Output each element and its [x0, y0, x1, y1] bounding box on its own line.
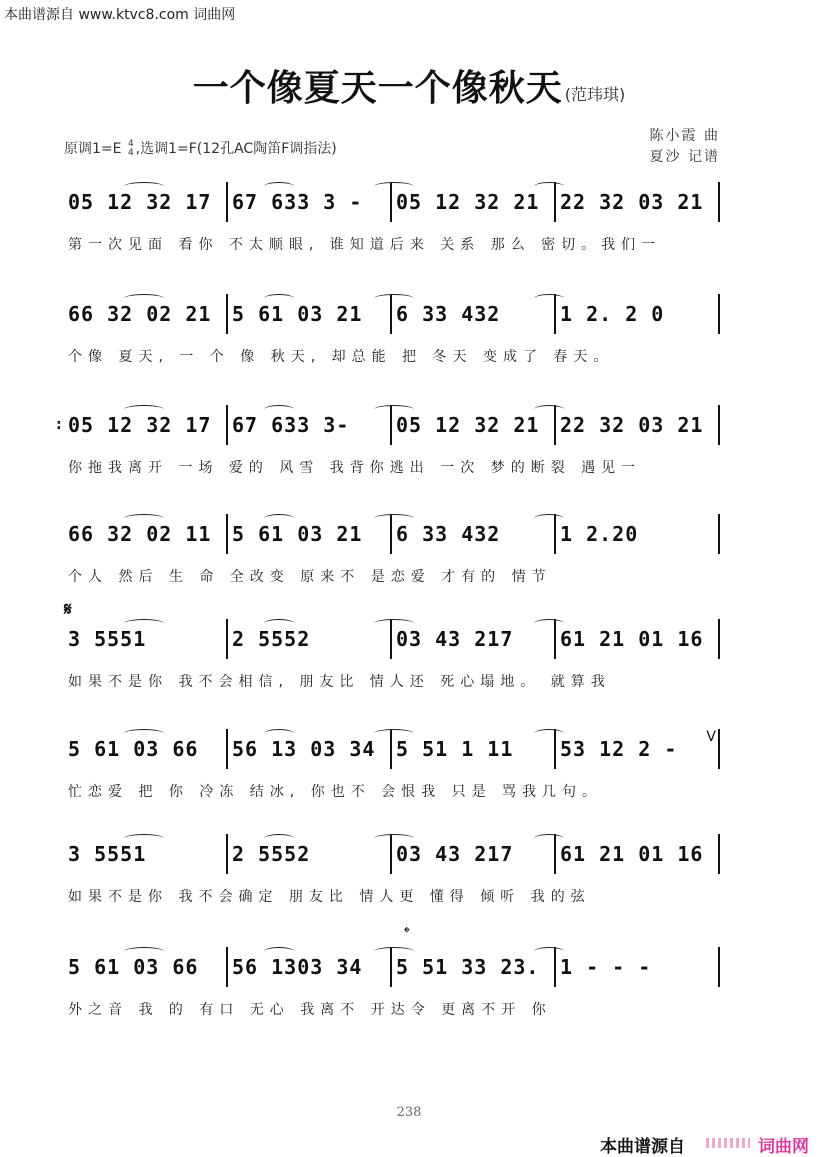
page-number: 238 — [396, 1105, 422, 1120]
slur — [374, 294, 414, 303]
key-info — [64, 138, 337, 158]
measure: 1 2.20 — [560, 522, 639, 546]
lyrics-line: 你拖我离开 一场 爱的 风雪 我背你逃出 一次 梦的断裂 遇见一 — [68, 460, 642, 476]
slur — [124, 947, 164, 956]
measure: 5 51 1 11 — [396, 737, 514, 761]
slur — [534, 182, 564, 191]
measure: 1 2. 2 0 — [560, 302, 665, 326]
score-system — [64, 180, 720, 254]
measure: 05 12 32 21 — [396, 190, 540, 214]
lyrics-line: 如果不是你 我不会相信, 朋友比 情人还 死心塌地。 就算我 — [68, 674, 611, 690]
slur — [374, 405, 414, 414]
key-prefix: 原调1=E — [64, 141, 122, 157]
measure: 2 5552 — [232, 627, 311, 651]
slur — [264, 619, 294, 628]
slur — [124, 294, 164, 303]
measure: 3 5551 — [68, 627, 147, 651]
measure: 05 12 32 17 — [68, 413, 212, 437]
slur — [264, 294, 294, 303]
slur — [264, 947, 294, 956]
measure: 5 61 03 66 — [68, 955, 199, 979]
slur — [534, 514, 564, 523]
score-system — [64, 727, 720, 801]
slur — [124, 182, 164, 191]
measure: 61 21 01 16 — [560, 842, 704, 866]
singer: (范玮琪) — [564, 85, 626, 104]
measure: 66 32 02 11 — [68, 522, 212, 546]
slur — [124, 834, 164, 843]
score-system — [64, 599, 720, 691]
footer-right: 词曲网 — [758, 1137, 809, 1157]
slur — [124, 405, 164, 414]
composer: 陈小霞 曲 — [649, 128, 720, 144]
segno-mark: 𝄋 — [64, 599, 72, 620]
barline — [718, 294, 720, 334]
slur — [124, 729, 164, 738]
lyrics-line: 如果不是你 我不会确定 朋友比 情人更 懂得 倾听 我的弦 — [68, 889, 591, 905]
coda-mark: 𝄌 — [404, 923, 410, 942]
time-top: 4 — [127, 139, 134, 149]
lyrics-line: 个人 然后 生 命 全改变 原来不 是恋爱 才有的 情节 — [68, 569, 552, 585]
measure: 56 13 03 34 — [232, 737, 376, 761]
barline — [718, 182, 720, 222]
measure: 67 633 3- — [232, 413, 350, 437]
repeat-sign: : — [56, 417, 62, 433]
slur — [534, 834, 564, 843]
measure: 6 33 432 — [396, 522, 501, 546]
measure: 5 61 03 21 — [232, 522, 363, 546]
song-title: 一个像夏天一个像秋天 — [192, 67, 563, 109]
lyrics-line: 个像 夏天, 一 个 像 秋天, 却总能 把 冬天 变成了 春天。 — [68, 349, 614, 365]
transcriber: 夏沙 记谱 — [649, 149, 720, 165]
footer-left: 本曲谱源自 — [600, 1137, 685, 1157]
slur — [124, 514, 164, 523]
barline — [718, 834, 720, 874]
key-suffix: ,选调1=F(12孔AC陶笛F调指法) — [135, 141, 337, 157]
slur — [264, 729, 294, 738]
slur — [374, 514, 414, 523]
measure: 66 32 02 21 — [68, 302, 212, 326]
slur — [374, 729, 414, 738]
measure: 2 5552 — [232, 842, 311, 866]
slur — [534, 947, 564, 956]
measure: 03 43 217 — [396, 842, 514, 866]
measure: 22 32 03 21 — [560, 413, 704, 437]
barline — [718, 729, 720, 769]
measure: 05 12 32 21 — [396, 413, 540, 437]
measure: 5 61 03 21 — [232, 302, 363, 326]
slur — [374, 947, 414, 956]
measure: 53 12 2 - — [560, 737, 678, 761]
slur — [264, 405, 294, 414]
measure: 6 33 432 — [396, 302, 501, 326]
slur — [124, 619, 164, 628]
slur — [374, 619, 414, 628]
time-signature — [128, 140, 134, 158]
time-bottom: 4 — [127, 148, 134, 158]
barline — [718, 405, 720, 445]
score-system — [64, 923, 720, 1019]
slur — [534, 294, 564, 303]
measure: 5 51 33 23. — [396, 955, 540, 979]
lyrics-line: 忙恋爱 把 你 冷冻 结冰, 你也不 会恨我 只是 骂我几句。 — [68, 784, 603, 800]
slur — [264, 514, 294, 523]
credits — [650, 126, 720, 168]
measure: 22 32 03 21 — [560, 190, 704, 214]
slur — [534, 619, 564, 628]
score-system — [64, 832, 720, 906]
slur — [374, 834, 414, 843]
footer-decoration — [706, 1138, 750, 1148]
measure: 56 1303 34 — [232, 955, 363, 979]
barline — [718, 619, 720, 659]
barline — [718, 514, 720, 554]
slur — [534, 729, 564, 738]
measure: 1 - - - — [560, 955, 652, 979]
lyrics-line: 第一次见面 看你 不太顺眼, 谁知道后来 关系 那么 密切。我们一 — [68, 237, 662, 253]
measure: 67 633 3 - — [232, 190, 363, 214]
slur — [264, 834, 294, 843]
score-system — [64, 292, 720, 366]
measure: 5 61 03 66 — [68, 737, 199, 761]
barline — [718, 947, 720, 987]
measure: 61 21 01 16 — [560, 627, 704, 651]
lyrics-line: 外之音 我 的 有口 无心 我离不 开达令 更离不开 你 — [68, 1002, 552, 1018]
measure: 05 12 32 17 — [68, 190, 212, 214]
breath-mark: V — [706, 729, 716, 745]
watermark: 本曲谱源自 www.ktvc8.com 词曲网 — [4, 7, 236, 23]
score-system — [56, 403, 720, 477]
slur — [374, 182, 414, 191]
score-system — [64, 512, 720, 586]
measure: 3 5551 — [68, 842, 147, 866]
slur — [534, 405, 564, 414]
measure: 03 43 217 — [396, 627, 514, 651]
slur — [264, 182, 294, 191]
title-block — [0, 60, 818, 111]
